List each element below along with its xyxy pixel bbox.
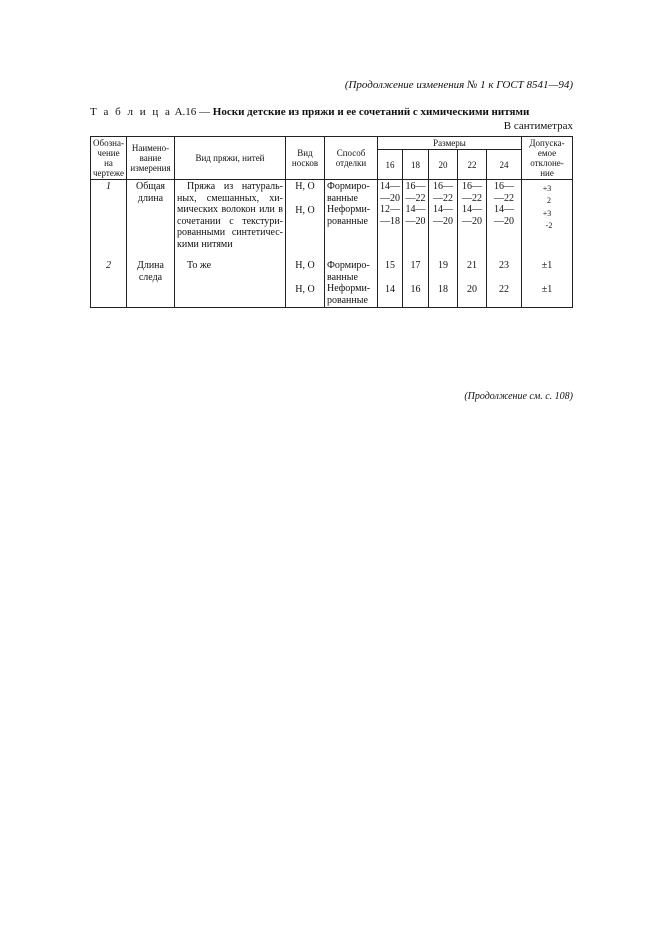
col-header-designation: Обозна-чение на чертеже (91, 137, 127, 180)
measurement-table (90, 136, 573, 308)
size-value: 16— —22 (462, 181, 482, 204)
size-value: 14— —20 (462, 204, 482, 227)
tolerance-cell (522, 180, 573, 252)
designation-cell: 1 (91, 180, 127, 252)
size-header: 22 (458, 150, 487, 180)
finishing-cell (325, 180, 378, 252)
table-title-name: Носки детские из пряжи и ее сочетаний с химическими нитями (212, 106, 530, 118)
size-value: 16— —22 (433, 181, 453, 204)
continuation-header-note: (Продолжение изменения № 1 к ГОСТ 8541—94) (344, 79, 573, 91)
size-value: 16 (410, 283, 421, 295)
table-row (91, 180, 573, 252)
size-cell (487, 180, 522, 252)
size-value: 16— —22 (494, 181, 514, 204)
tolerance-lower: 2 (547, 195, 552, 205)
size-value: 21 (467, 260, 477, 271)
col-header-tolerance: Допуска-емое отклоне-ние (522, 137, 573, 180)
size-value: 16— —22 (405, 181, 426, 204)
size-value: 15 (385, 260, 395, 271)
size-cell (487, 259, 522, 308)
size-cell (403, 259, 429, 308)
size-cell (429, 180, 458, 252)
sock-type-cell (286, 180, 325, 252)
designation-cell: 2 (91, 259, 127, 308)
tolerance-cell (522, 259, 573, 308)
size-header: 16 (378, 150, 403, 180)
sock-type-cell (286, 259, 325, 308)
finishing-value: Формиро-ванные (327, 260, 370, 283)
table-row (91, 259, 573, 308)
size-value: 23 (499, 260, 509, 271)
size-value: 22 (499, 283, 509, 295)
continuation-footer-note: (Продолжение см. с. 108) (464, 391, 573, 402)
finishing-value: Формиро-ванные (327, 181, 370, 204)
finishing-value: Неформи-рованные (327, 204, 371, 227)
sock-type-value: Н, О (295, 260, 315, 271)
table-title (90, 106, 529, 118)
size-value: 17 (410, 260, 421, 271)
sock-type-value: Н, О (295, 204, 315, 216)
sock-type-value: Н, О (295, 283, 315, 295)
tolerance-value: ±1 (541, 283, 553, 295)
size-value: 14— —20 (405, 204, 426, 227)
tolerance-upper: +3 (542, 184, 552, 193)
size-value: 14 (385, 283, 395, 295)
size-cell (458, 180, 487, 252)
size-header: 24 (487, 150, 522, 180)
size-value: 14— —20 (433, 204, 453, 227)
units-note: В сантиметрах (503, 120, 573, 132)
size-value: 14— —20 (380, 181, 400, 204)
size-value: 20 (467, 283, 477, 295)
finishing-value: Неформи-рованные (327, 283, 371, 306)
size-value: 19 (438, 260, 448, 271)
yarn-type-cell: Пряжа из натураль-ных, смешанных, хи-мических волокон или в сочетании с текстури-рованными синтетичес-кими нитями (175, 180, 286, 252)
size-cell (378, 259, 403, 308)
col-header-measurement-name: Наимено-вание измерения (127, 137, 175, 180)
yarn-type-cell: То же (175, 259, 286, 308)
measurement-name-cell: Общая длина (127, 180, 175, 252)
table-title-prefix: Т а б л и ц а (90, 106, 172, 118)
table-spacer-row (91, 251, 573, 259)
col-header-yarn-type: Вид пряжи, нитей (175, 137, 286, 180)
size-cell (403, 180, 429, 252)
size-value: 14— —20 (494, 204, 514, 227)
size-header: 20 (429, 150, 458, 180)
sock-type-value: Н, О (295, 181, 315, 192)
size-value: 12— —18 (380, 204, 400, 227)
size-cell (458, 259, 487, 308)
table-title-number: А.16 — (174, 106, 211, 118)
tolerance-lower: -2 (545, 220, 553, 230)
size-cell (429, 259, 458, 308)
col-header-finishing: Способ отделки (325, 137, 378, 180)
size-cell (378, 180, 403, 252)
size-value: 18 (438, 283, 448, 295)
col-header-sizes: Размеры (378, 137, 522, 150)
col-header-sock-type: Вид носков (286, 137, 325, 180)
finishing-cell (325, 259, 378, 308)
tolerance-upper: +3 (542, 209, 552, 218)
size-header: 18 (403, 150, 429, 180)
measurement-name-cell: Длина следа (127, 259, 175, 308)
tolerance-value: ±1 (541, 260, 553, 271)
